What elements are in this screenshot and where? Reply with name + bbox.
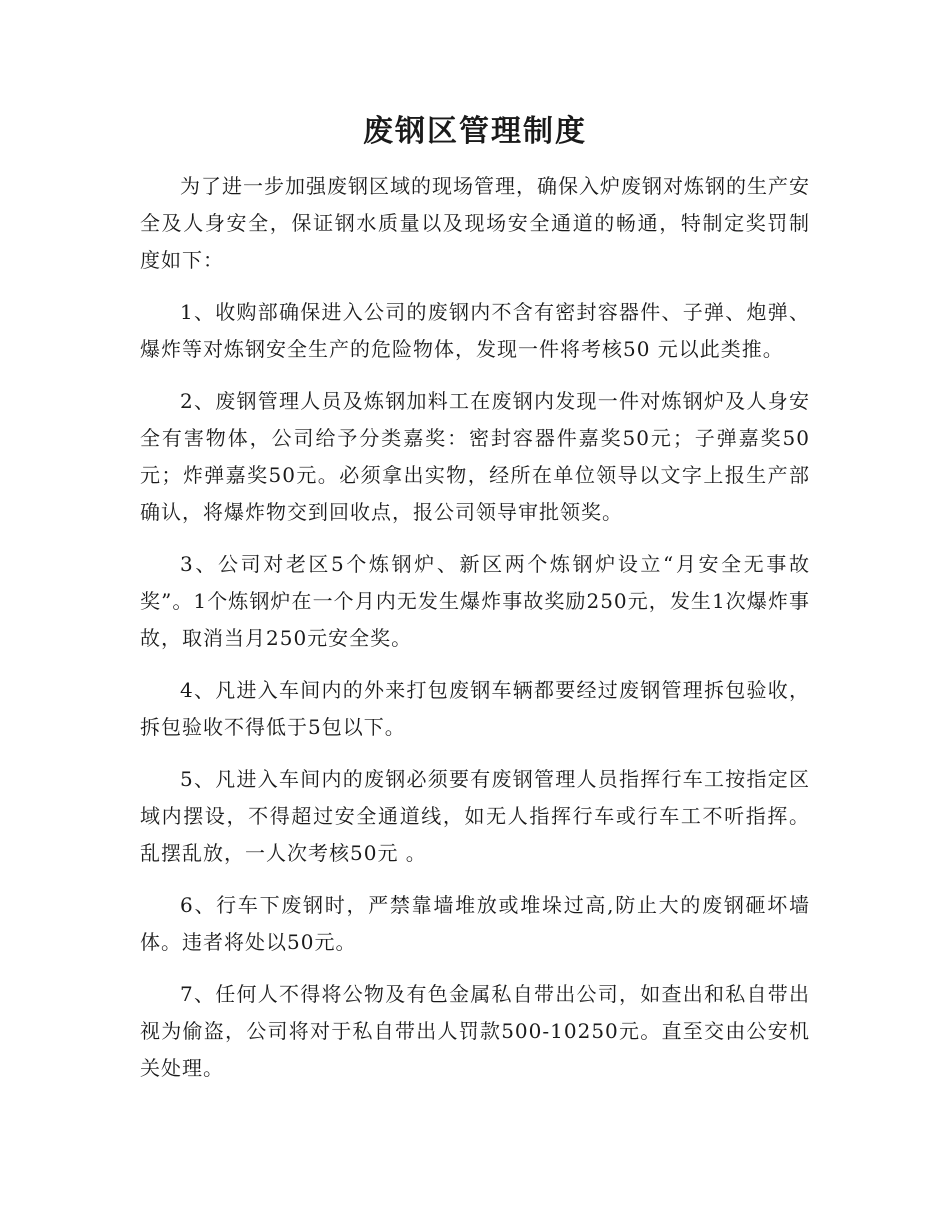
clause-4: 4、凡进入车间内的外来打包废钢车辆都要经过废钢管理拆包验收，拆包验收不得低于5包以下。 xyxy=(140,678,810,739)
document-title: 废钢区管理制度 xyxy=(363,114,587,149)
clause-3: 3、公司对老区5个炼钢炉、新区两个炼钢炉设立“月安全无事故奖”。1个炼钢炉在一个月内无发生爆炸事故奖励250元，发生1次爆炸事故，取消当月250元安全奖。 xyxy=(140,552,810,650)
clause-6: 6、行车下废钢时，严禁靠墙堆放或堆垛过高,防止大的废钢砸坏墙体。违者将处以50元。 xyxy=(140,893,810,954)
document-body xyxy=(140,168,810,1087)
clause-5: 5、凡进入车间内的废钢必须要有废钢管理人员指挥行车工按指定区域内摆设，不得超过安全通道线，如无人指挥行车或行车工不听指挥。乱摆乱放，一人次考核50元 。 xyxy=(140,767,810,865)
intro-paragraph: 为了进一步加强废钢区域的现场管理，确保入炉废钢对炼钢的生产安全及人身安全，保证钢水质量以及现场安全通道的畅通，特制定奖罚制度如下： xyxy=(140,174,810,272)
clause-2: 2、废钢管理人员及炼钢加料工在废钢内发现一件对炼钢炉及人身安全有害物体，公司给予分类嘉奖：密封容器件嘉奖50元；子弹嘉奖50元；炸弹嘉奖50元。必须拿出实物，经所在单位领导以文字上报生产部确认，将爆炸物交到回收点，报公司领导审批领奖。 xyxy=(140,389,810,524)
clause-1: 1、收购部确保进入公司的废钢内不含有密封容器件、子弹、炮弹、爆炸等对炼钢安全生产的危险物体，发现一件将考核50 元以此类推。 xyxy=(140,300,810,361)
clause-7: 7、任何人不得将公物及有色金属私自带出公司，如查出和私自带出视为偷盗，公司将对于私自带出人罚款500-10250元。直至交由公安机关处理。 xyxy=(140,982,810,1080)
